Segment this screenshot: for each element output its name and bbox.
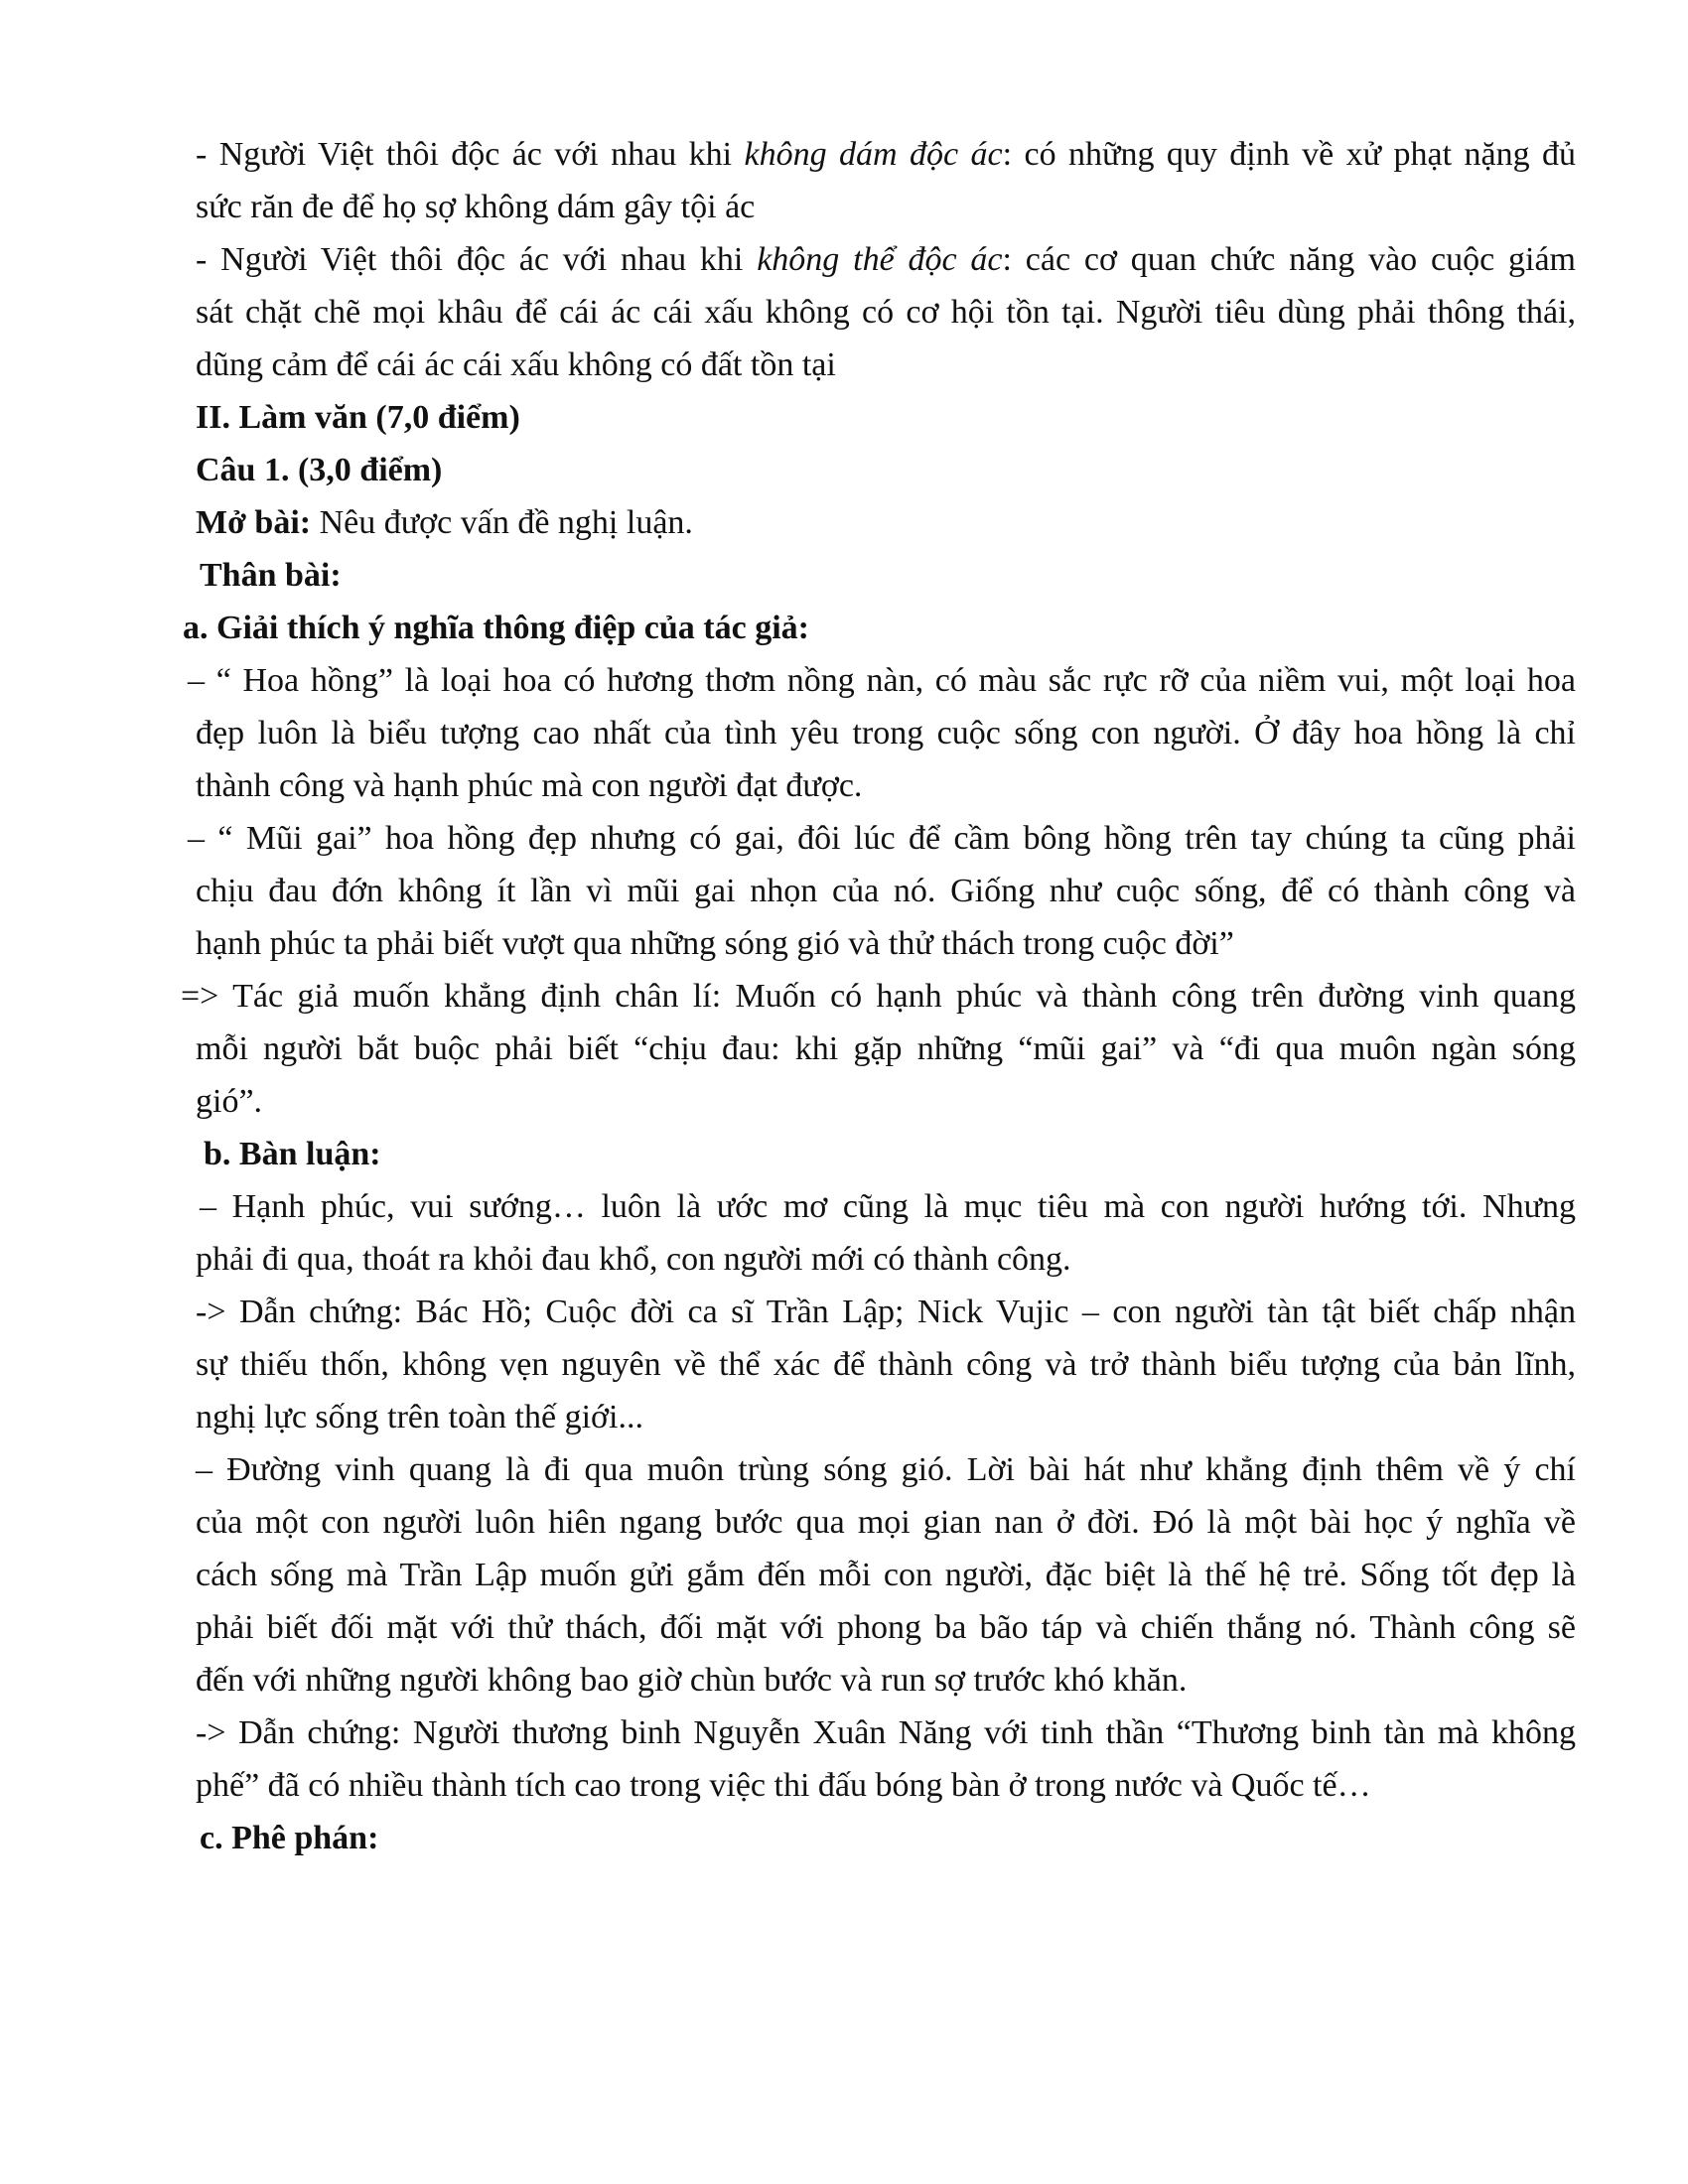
paragraph-line: thành công và hạnh phúc mà con người đạt được. bbox=[196, 767, 863, 804]
answer-item-cannot bbox=[196, 240, 1576, 280]
section-c-heading: c. Phê phán: bbox=[200, 1820, 379, 1856]
paragraph-line: chịu đau đớn không ít lần vì mũi gai nhọn của nó. Giống như cuộc sống, để có thành công và bbox=[196, 873, 1576, 909]
paragraph-line: – Đường vinh quang là đi qua muôn trùng sóng gió. Lời bài hát như khẳng định thêm về ý chí bbox=[196, 1451, 1576, 1488]
answer-item-line: dũng cảm để cái ác cái xấu không có đất tồn tại bbox=[196, 346, 836, 383]
item-emphasis: không dám độc ác bbox=[744, 136, 1003, 173]
paragraph-line: đến với những người không bao giờ chùn bước và run sợ trước khó khăn. bbox=[196, 1662, 1188, 1699]
part-two-heading: II. Làm văn (7,0 điểm) bbox=[196, 399, 520, 436]
paragraph-line: của một con người luôn hiên ngang bước qua mọi gian nan ở đời. Đó là một bài học ý nghĩa về bbox=[196, 1504, 1576, 1541]
paragraph-line: hạnh phúc ta phải biết vượt qua những sóng gió và thử thách trong cuộc đời” bbox=[196, 925, 1234, 962]
paragraph-line: – Hạnh phúc, vui sướng… luôn là ước mơ cũng là mục tiêu mà con người hướng tới. Nhưng bbox=[200, 1188, 1576, 1225]
paragraph-line: – “ Mũi gai” hoa hồng đẹp nhưng có gai, đôi lúc để cầm bông hồng trên tay chúng ta cũng phải bbox=[188, 820, 1576, 857]
answer-item-line: sức răn đe để họ sợ không dám gây tội ác bbox=[196, 189, 756, 225]
paragraph-line: phế” đã có nhiều thành tích cao trong việc thi đấu bóng bàn ở trong nước và Quốc tế… bbox=[196, 1767, 1371, 1804]
answer-item-line: sát chặt chẽ mọi khâu để cái ác cái xấu không có cơ hội tồn tại. Người tiêu dùng phải thông thái, bbox=[196, 294, 1576, 331]
item-text: : các cơ quan chức năng vào cuộc giám bbox=[1002, 241, 1577, 278]
paragraph-line: -> Dẫn chứng: Người thương binh Nguyễn Xuân Năng với tinh thần “Thương binh tàn mà không bbox=[196, 1714, 1576, 1751]
section-a-heading: a. Giải thích ý nghĩa thông điệp của tác giả: bbox=[183, 610, 809, 646]
question-heading: Câu 1. (3,0 điểm) bbox=[196, 452, 443, 488]
paragraph-line: -> Dẫn chứng: Bác Hồ; Cuộc đời ca sĩ Trần Lập; Nick Vujic – con người tàn tật biết chấp nhận bbox=[196, 1294, 1576, 1330]
body-label: Thân bài: bbox=[200, 557, 342, 594]
paragraph-line: phải đi qua, thoát ra khỏi đau khổ, con người mới có thành công. bbox=[196, 1241, 1071, 1278]
paragraph-line: cách sống mà Trần Lập muốn gửi gắm đến mỗi con người, đặc biệt là thế hệ trẻ. Sống tốt đẹp là bbox=[196, 1557, 1576, 1593]
paragraph-line: mỗi người bắt buộc phải biết “chịu đau: khi gặp những “mũi gai” và “đi qua muôn ngàn sóng bbox=[196, 1030, 1576, 1067]
paragraph-line: đẹp luôn là biểu tượng cao nhất của tình yêu trong cuộc sống con người. Ở đây hoa hồng là chỉ bbox=[196, 715, 1576, 751]
intro-text: Nêu được vấn đề nghị luận. bbox=[311, 504, 693, 541]
item-emphasis: không thể độc ác bbox=[757, 241, 1003, 278]
item-text: - Người Việt thôi độc ác với nhau khi bbox=[196, 136, 745, 173]
section-b-heading: b. Bàn luận: bbox=[204, 1136, 381, 1172]
intro-label: Mở bài: bbox=[196, 504, 312, 541]
paragraph-line: – “ Hoa hồng” là loại hoa có hương thơm nồng nàn, có màu sắc rực rỡ của niềm vui, một loại hoa bbox=[188, 662, 1576, 699]
paragraph-line: => Tác giả muốn khẳng định chân lí: Muốn có hạnh phúc và thành công trên đường vinh quang bbox=[181, 978, 1576, 1015]
answer-item-not-dare bbox=[196, 135, 1576, 175]
paragraph-line: nghị lực sống trên toàn thế giới... bbox=[196, 1399, 643, 1435]
intro-line bbox=[196, 503, 693, 543]
paragraph-line: gió”. bbox=[196, 1083, 263, 1120]
paragraph-line: phải biết đối mặt với thử thách, đối mặt với phong ba bão táp và chiến thắng nó. Thành công sẽ bbox=[196, 1609, 1576, 1646]
paragraph-line: sự thiếu thốn, không vẹn nguyên về thể xác để thành công và trở thành biểu tượng của bản lĩnh, bbox=[196, 1346, 1576, 1383]
item-text: : có những quy định về xử phạt nặng đủ bbox=[1002, 136, 1576, 173]
item-text: - Người Việt thôi độc ác với nhau khi bbox=[196, 241, 758, 278]
